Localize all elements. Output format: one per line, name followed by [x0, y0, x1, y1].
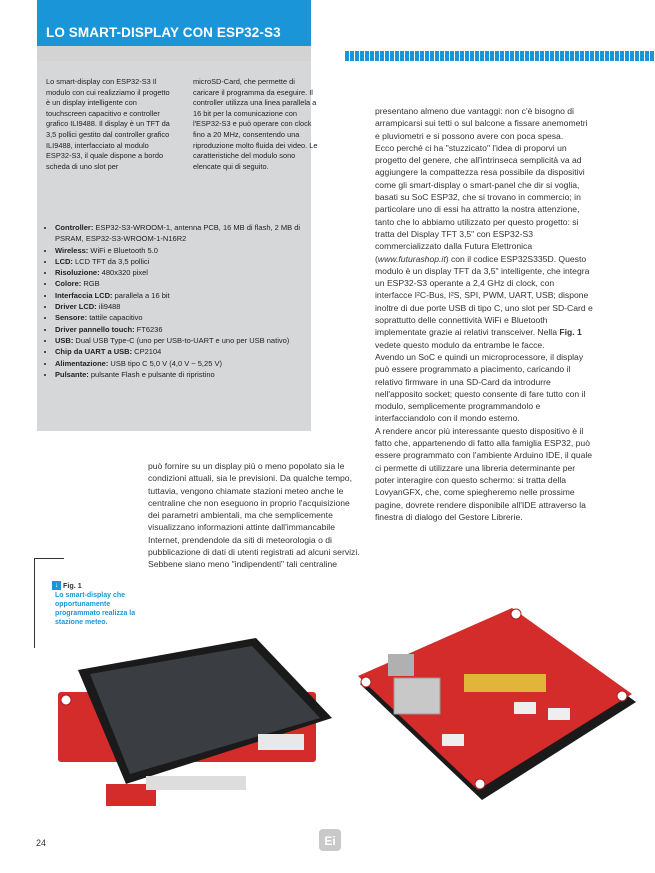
spec-label: Chip da UART a USB: [55, 347, 133, 357]
text-run: Ecco perché ci ha "stuzzicato" l'idea di proporvi un progetto del genere, che all'intrinseca semplicità va ad aggiungere la compattezza resa possibile da dispositivi come gli smart-display o smart-panel che dir si voglia, basati su SoC ESP32, che si trovano in commercio; in particolare uno di essi ha attratto la nostra attenzione, tanto che lo abbiamo utilizzato per questo progetto: si tratta del Display TFT 3,5" con ESP32-S3 commercializzato dalla Futura Elettronica ( [375, 142, 585, 264]
spec-value: 480x320 pixel [99, 268, 148, 278]
spec-label: Driver pannello touch: [55, 324, 135, 334]
usb-port [514, 702, 536, 714]
spec-value: FT6236 [134, 324, 163, 334]
usb-port [258, 734, 304, 750]
mount-hole [61, 695, 71, 705]
spec-label: USB: [55, 335, 74, 345]
spec-label: Pulsante: [55, 369, 89, 379]
spec-item [55, 245, 317, 256]
display-back-photo [352, 604, 642, 804]
spec-label: Alimentazione: [55, 358, 109, 368]
connector-strip [146, 776, 246, 790]
paragraph: presentano almeno due vantaggi: non c'è bisogno di arrampicarsi sui tetti o sul balcone a fissare anemometri e pluviometri e si possono avere con poca spesa. [375, 106, 588, 141]
figure-label: Fig. 1 [63, 581, 82, 590]
spec-item [55, 346, 317, 357]
spec-value: LCD TFT da 3,5 pollici [72, 256, 150, 266]
sd-card-slot [388, 654, 414, 676]
logo-text: Ei [324, 834, 336, 848]
mount-hole [511, 609, 521, 619]
spec-label: Sensore: [55, 313, 88, 323]
right-text-column [375, 105, 593, 523]
spec-item [55, 358, 317, 369]
spec-label: Wireless: [55, 245, 89, 255]
paragraph: Avendo un SoC e quindi un microprocessore, il display può essere programmato a piacimento, caricando il relativo firmware in una SD-Card da introdurre nell'apposito socket; questo consente di fare tutto con il modulo, semplicemente programmandolo e interfacciandolo con il mondo esterno. [375, 351, 586, 424]
spec-label: LCD: [55, 256, 73, 266]
spec-label: Risoluzione: [55, 268, 100, 278]
paragraph: A rendere ancor più interessante questo dispositivo è il fatto che, appartenendo di fatto alla famiglia ESP32, può essere programmato con l'ambiente Arduino IDE, il quale ci permette di utilizzare una libreria determinante per poter interagire con questo schermo: si tratta della LovyanGFX, che, come spiegheremo nelle prossime pagine, dovrete rendere disponibile all'IDE attraverso la finestra di dialogo del Gestore Librerie. [375, 425, 593, 522]
spec-value: Dual USB Type-C (uno per USB-to-UART e uno per USB nativo) [73, 335, 290, 345]
decorative-hatch-bar [345, 51, 655, 61]
usb-port [548, 708, 570, 720]
paragraph [375, 142, 593, 351]
spec-value: ili9488 [96, 302, 121, 312]
page-number: 24 [36, 838, 47, 848]
spec-value: pulsante Flash e pulsante di ripristino [88, 369, 215, 379]
box-text-column-2: microSD-Card, che permette di caricare il programma da eseguire. Il controller utilizza una linea parallela a 16 bit per la comunicazione con l'ESP32-S3 e può operare con clock fino a 20 MHz, consentendo una riproduzione molto fluida dei video. Le caratteristiche del modulo sono elencate qui di seguito. [193, 77, 318, 171]
spec-value: tattile capacitivo [87, 313, 143, 323]
spec-item [55, 222, 317, 245]
middle-text-column [148, 460, 360, 571]
figure-reference: Fig. 1 [559, 327, 582, 338]
mount-hole [475, 779, 485, 789]
section-title: LO SMART-DISPLAY CON ESP32-S3 [46, 25, 281, 40]
paragraph: Sebbene siano meno "indipendenti" tali centraline [148, 559, 338, 570]
display-front-photo [46, 634, 346, 814]
spec-value: parallela a 16 bit [112, 290, 170, 300]
text-run: vedete questo modulo da entrambe le facce. [375, 339, 545, 350]
connector [442, 734, 464, 746]
figure-caption: Lo smart-display che opportunamente programmato realizza la stazione meteo. [55, 592, 136, 626]
spec-label: Colore: [55, 279, 82, 289]
caption-rule [34, 558, 64, 559]
box-text-column-1: Lo smart-display con ESP32-S3 Il modulo con cui realizziamo il progetto è un display intelligente con touchscreen capacitivo e controller grafico ILI9488. Il display è un TFT da 3,5 pollici gestito dal controller grafico ILI9488, interfacciato al modulo ESP32-S3, il quale dispone a bordo scheda di uno slot per [46, 77, 170, 171]
flex-cable [464, 674, 546, 692]
mount-hole [361, 677, 371, 687]
spec-value: USB tipo C 5,0 V (4,0 V ~ 5,25 V) [108, 358, 222, 368]
spec-label: Controller: [55, 223, 94, 232]
spec-item [55, 369, 317, 380]
spec-value: ESP32-S3-WROOM-1, antenna PCB, 16 MB di flash, 2 MB di PSRAM, ESP32-S3-WROOM-1-N16R2 [55, 223, 301, 244]
shop-link[interactable]: www.futurashop.it [377, 253, 446, 264]
mount-hole [617, 691, 627, 701]
spec-item [55, 290, 317, 301]
spec-value: RGB [81, 279, 100, 289]
spec-value: CP2104 [132, 347, 162, 357]
spec-value: WiFi e Bluetooth 5.0 [88, 245, 158, 255]
spec-item [55, 324, 317, 335]
esp32-module [394, 678, 440, 714]
spec-item [55, 335, 317, 346]
spec-item [55, 312, 317, 323]
caption-rule [34, 558, 35, 648]
spec-label: Driver LCD: [55, 302, 97, 312]
spec-item [55, 256, 317, 267]
arrow-down-icon: ↓ [52, 581, 61, 590]
paragraph: può fornire su un display più o meno popolato sia le condizioni attuali, sia le previsioni. Da qualche tempo, tuttavia, vengono chiamate stazioni meteo anche le centraline che non eseguono in proprio l'acquisizione dei parametri ambientali, ma che semplicemente visualizzano informazioni attinte dall'immancabile Internet, prendendole da siti di meteorologia o di pubblicazione di dati di utenti registrati ad alcuni servizi. [148, 461, 360, 558]
text-run: ) con il codice ESP32S335D. Questo modulo è un display TFT da 3,5" intelligente, che integra un ESP32-S3 operante a 2,4 GHz di clock, con interfacce I²C-Bus, I²S, SPI, PWM, UART, USB; dispone inoltre di due porte USB di tipo C, uno slot per SD-Card e soprattutto delle connettività WiFi e Bluetooth implementate grazie ai relativi transceiver. Nella [375, 253, 593, 338]
header-strip [37, 46, 311, 61]
spec-label: Interfaccia LCD: [55, 290, 113, 300]
spec-item [55, 267, 317, 278]
magazine-logo [318, 828, 342, 852]
spec-item [55, 301, 317, 312]
spec-list [44, 222, 317, 380]
spec-item [55, 278, 317, 289]
